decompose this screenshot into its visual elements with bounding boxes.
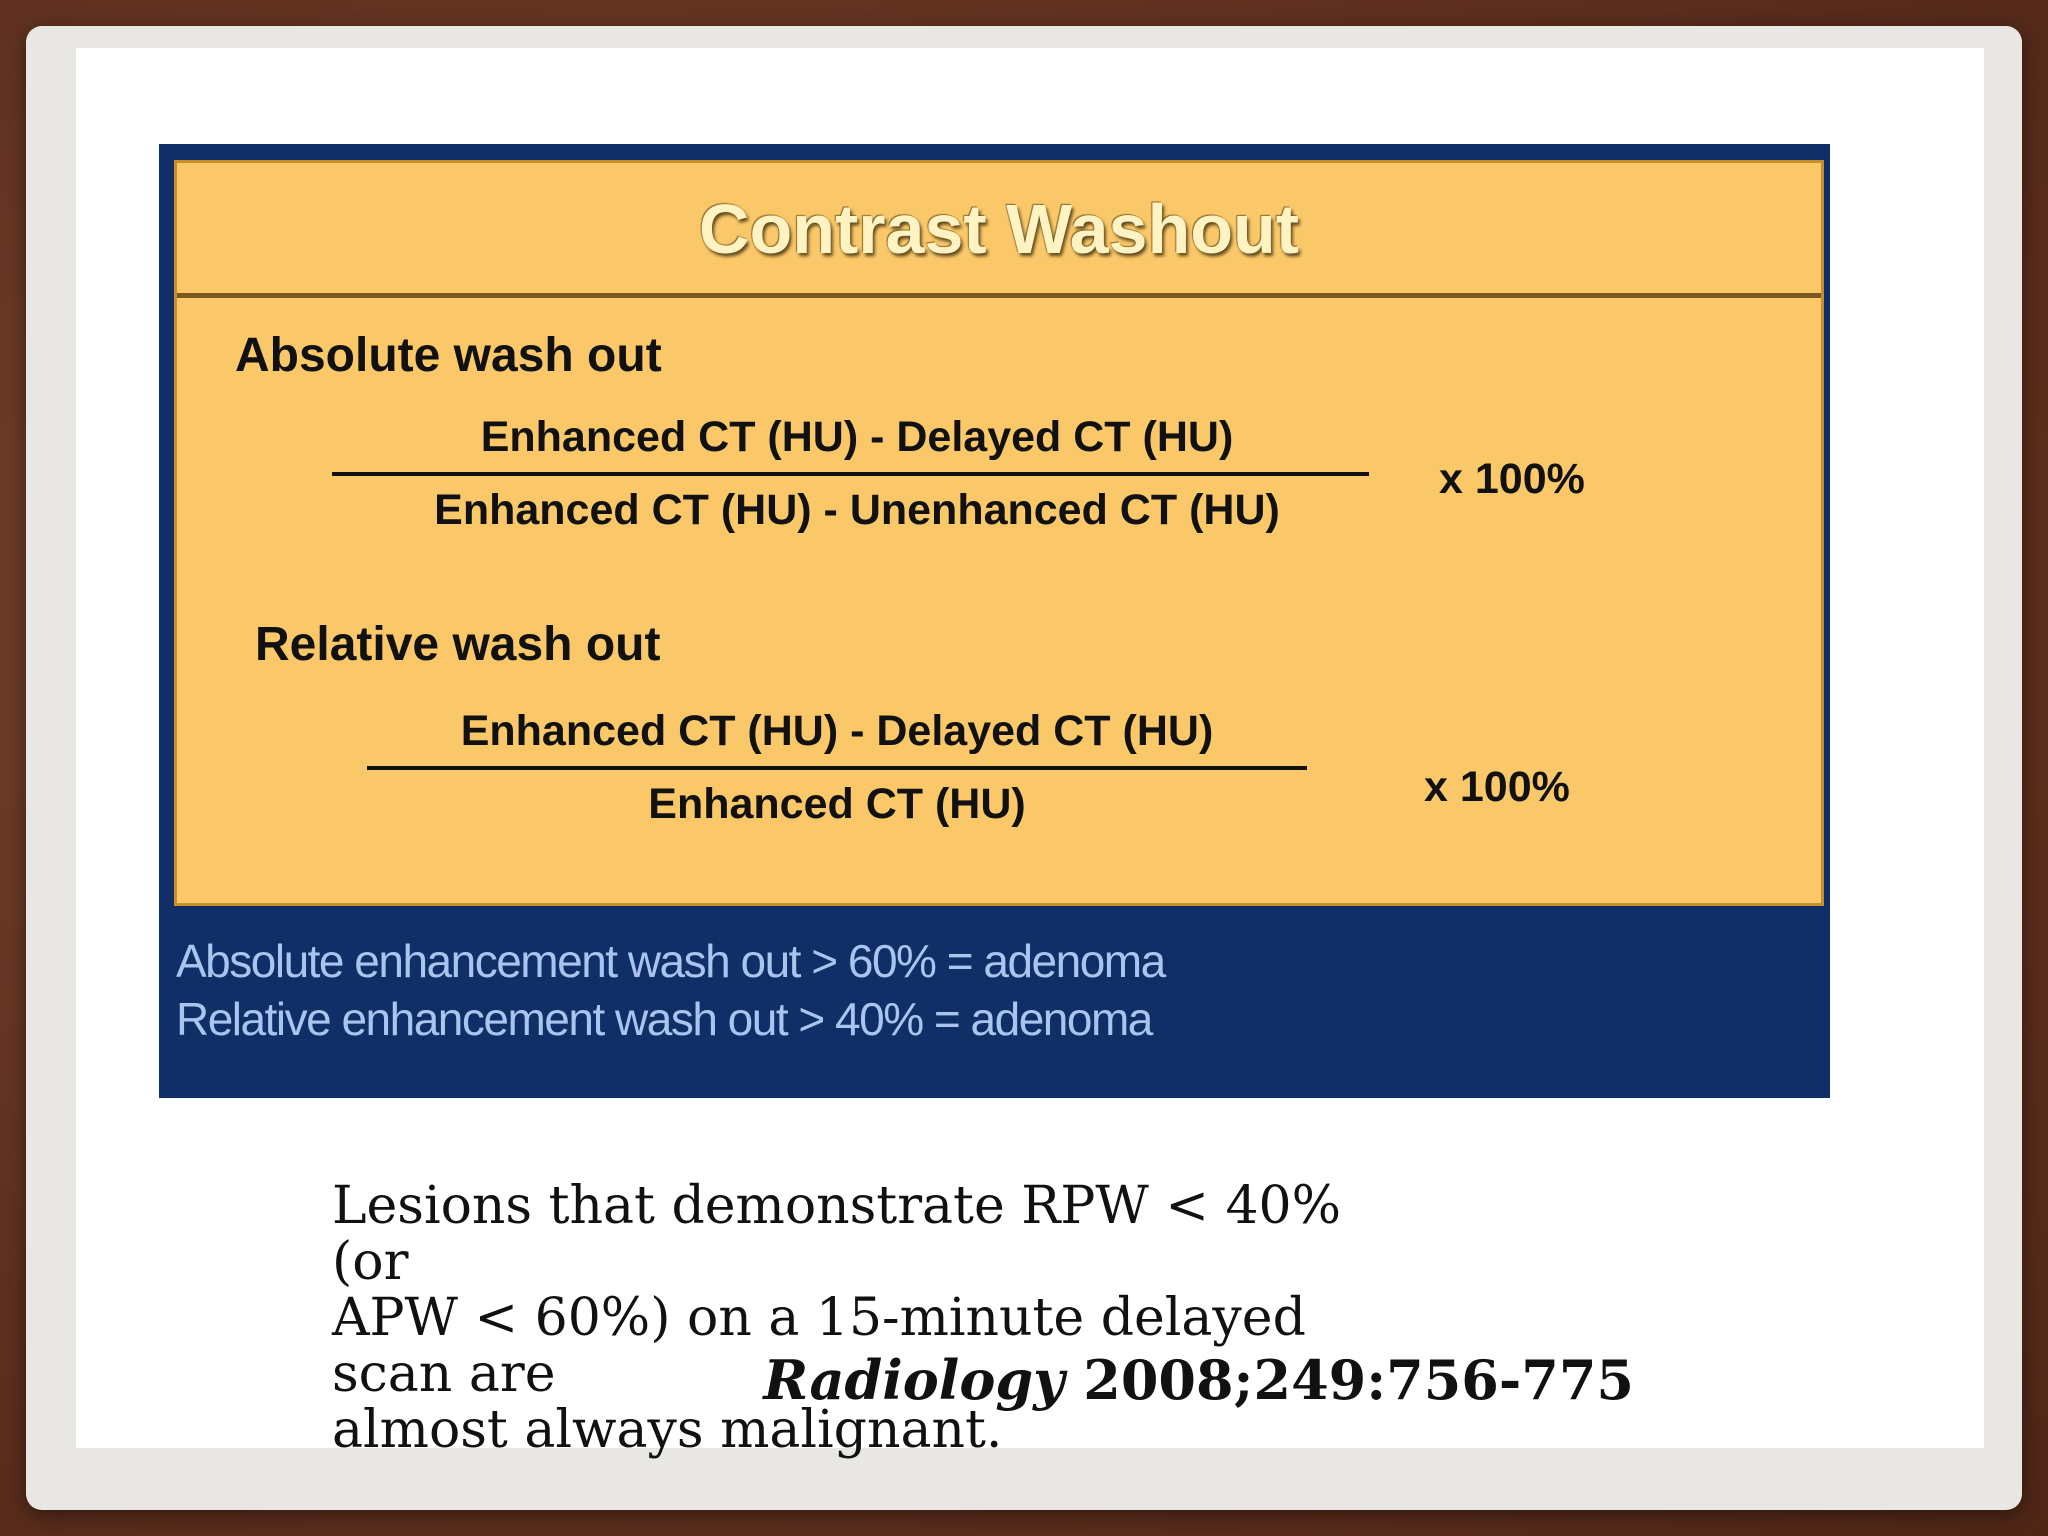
absolute-threshold-note: Absolute enhancement wash out > 60% = adenoma — [176, 935, 1165, 987]
absolute-multiplier: x 100% — [1439, 455, 1585, 503]
citation-journal: Radiology — [763, 1348, 1065, 1412]
caption-text — [332, 1178, 1432, 1458]
panel-header — [177, 163, 1821, 298]
relative-numerator: Enhanced CT (HU) - Delayed CT (HU) — [460, 707, 1214, 755]
caption-line: APW < 60%) on a 15-minute delayed scan are — [332, 1288, 1306, 1404]
relative-washout-fraction — [367, 707, 1307, 829]
absolute-denominator: Enhanced CT (HU) - Unenhanced CT (HU) — [434, 486, 1280, 534]
absolute-numerator: Enhanced CT (HU) - Delayed CT (HU) — [480, 413, 1234, 461]
citation — [763, 1348, 1634, 1412]
slide — [76, 48, 1984, 1460]
contrast-washout-figure — [159, 144, 1830, 1098]
absolute-washout-label: Absolute wash out — [235, 329, 662, 382]
figure-title: Contrast Washout — [698, 190, 1300, 268]
relative-washout-label: Relative wash out — [255, 618, 661, 671]
relative-threshold-note: Relative enhancement wash out > 40% = adenoma — [176, 993, 1152, 1045]
slide-frame — [26, 26, 2022, 1510]
caption-line: almost always malignant. — [332, 1400, 1003, 1460]
formula-panel — [174, 160, 1824, 906]
citation-reference: 2008;249:756-775 — [1064, 1348, 1634, 1412]
absolute-washout-fraction — [327, 413, 1387, 535]
relative-denominator: Enhanced CT (HU) — [648, 780, 1026, 828]
caption-line: Lesions that demonstrate RPW < 40% (or — [332, 1176, 1342, 1292]
relative-multiplier: x 100% — [1424, 763, 1570, 811]
